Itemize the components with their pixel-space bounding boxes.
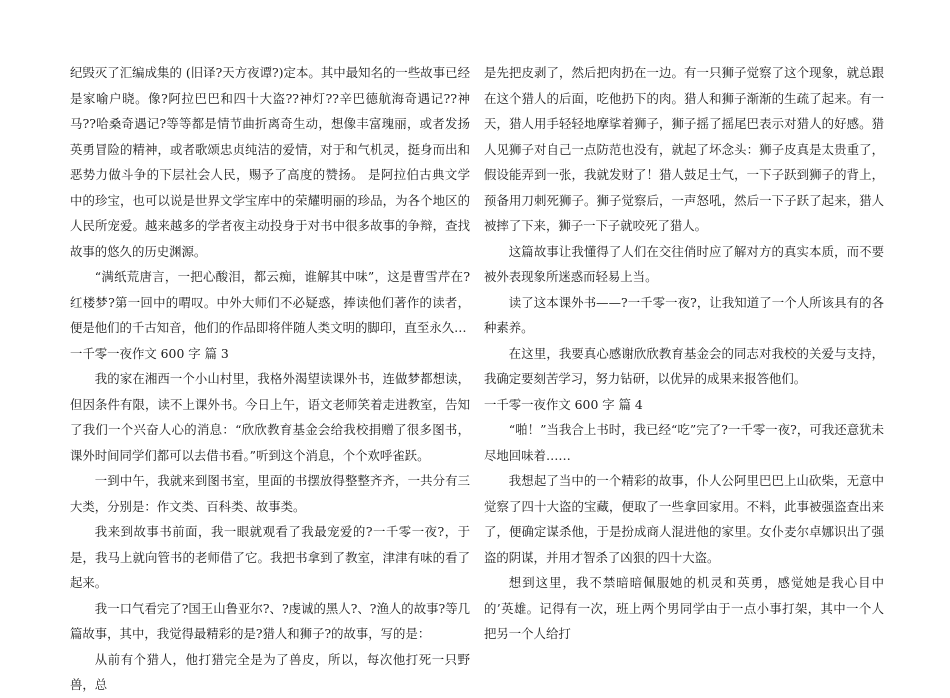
paragraph: 在这里，我要真心感谢欣欣教育基金会的同志对我校的关爱与支持，我确定要刻苦学习，努力钻研，以优异的成果来报答他们。	[484, 345, 884, 386]
paragraph: 这篇故事让我懂得了人们在交往俏时应了解对方的真实本质，而不要被外表现象所迷惑而轻易上当。	[484, 243, 884, 284]
left-column	[70, 60, 470, 698]
right-column	[484, 60, 884, 647]
paragraph: 我一口气看完了?国王山鲁亚尔?、?虔诚的黑人?、?渔人的故事?等几篇故事，其中，我觉得最精彩的是?猎人和狮子?的故事，写的是：	[70, 600, 470, 641]
paragraph: 想到这里，我不禁暗暗佩服她的机灵和英勇，感觉她是我心目中的’英雄。记得有一次，班上两个男同学由于一点小事打架，其中一个人把另一个人给打	[484, 575, 884, 641]
section-heading: 一千零一夜作文 600 字 篇 4	[484, 396, 643, 412]
paragraph: 一到中午，我就来到图书室，里面的书摆放得整整齐齐，一共分有三大类，分别是：作文类、百科类、故事类。	[70, 473, 470, 514]
paragraph: 我想起了当中的一个精彩的故事，仆人公阿里巴巴上山砍柴，无意中觉察了四十大盗的宝藏，便取了一些拿回家用。不料，此事被强盗查出来了，便确定谋杀他，于是扮成商人混进他的家里。女仆麦尔卓娜识出了强盗的阴谋，并用才智杀了凶狠的四十大盗。	[484, 473, 884, 565]
paragraph: 纪毁灭了汇编成集的 (旧译?天方夜谭?)定本。其中最知名的一些故事已经是家喻户晓。像?阿拉巴巴和四十大盗??神灯??辛巴德航海奇遇记??神马??哈桑奇遇记?等等都是情节曲折离奇生动，想像丰富瑰丽，或者发扬英勇冒险的精神，或者歌颂忠贞纯洁的爱情，对于和气机灵，挺身而出和恶势力做斗争的下层社会人民，赐予了高度的赞扬。 是阿拉伯古典文学中的珍宝，也可以说是世界文学宝库中的荣耀明丽的珍品，为各个地区的人民所宠爱。越来越多的学者夜主动投身于对书中很多故事的争辩，查找故事的悠久的历史渊源。	[70, 65, 470, 259]
paragraph: 我的家在湘西一个小山村里，我格外渴望读课外书，连做梦都想读，但因条件有限，读不上课外书。今日上午，语文老师笑着走进教室，告知了我们一个兴奋人心的消息：“欣欣教育基金会给我校捐赠了很多图书，课外时间同学们都可以去借书看。”听到这个消息，个个欢呼雀跃。	[70, 371, 470, 463]
section-heading: 一千零一夜作文 600 字 篇 3	[70, 345, 229, 361]
paragraph: “啪！”当我合上书时，我已经“吃”完了?一千零一夜?，可我还意犹未尽地回味着……	[484, 422, 884, 463]
paragraph: 从前有个猎人，他打猎完全是为了兽皮，所以，每次他打死一只野兽，总	[70, 651, 470, 692]
paragraph: 是先把皮剥了，然后把肉扔在一边。有一只狮子觉察了这个现象，就总跟在这个猎人的后面，吃他扔下的肉。猎人和狮子渐渐的生疏了起来。有一天，猎人用手轻轻地摩挲着狮子，狮子摇了摇尾巴表示对猎人的好感。猎人见狮子对自己一点防范也没有，就起了坏念头：狮子皮真是太贵重了，假设能弄到一张，我就发财了！猎人鼓足士气，一下子跃到狮子的背上，预备用刀刺死狮子。狮子觉察后，一声怒吼，然后一下子跃了起来，猎人被摔了下来，狮子一下子就咬死了猎人。	[484, 65, 884, 233]
paragraph: “满纸荒唐言，一把心酸泪，都云痴，谁解其中味”，这是曹雪芹在?红楼梦?第一回中的喟叹。中外大师们不必疑惑，捧读他们著作的读者，便是他们的千古知音，他们的作品即将伴随人类文明的脚印，直至永久…	[70, 269, 470, 335]
paragraph: 我来到故事书前面，我一眼就观看了我最宠爱的?一千零一夜?，于是，我马上就向管书的老师借了它。我把书拿到了教室，津津有味的看了起来。	[70, 524, 470, 590]
paragraph: 读了这本课外书——?一千零一夜?，让我知道了一个人所该具有的各种素养。	[484, 294, 884, 335]
